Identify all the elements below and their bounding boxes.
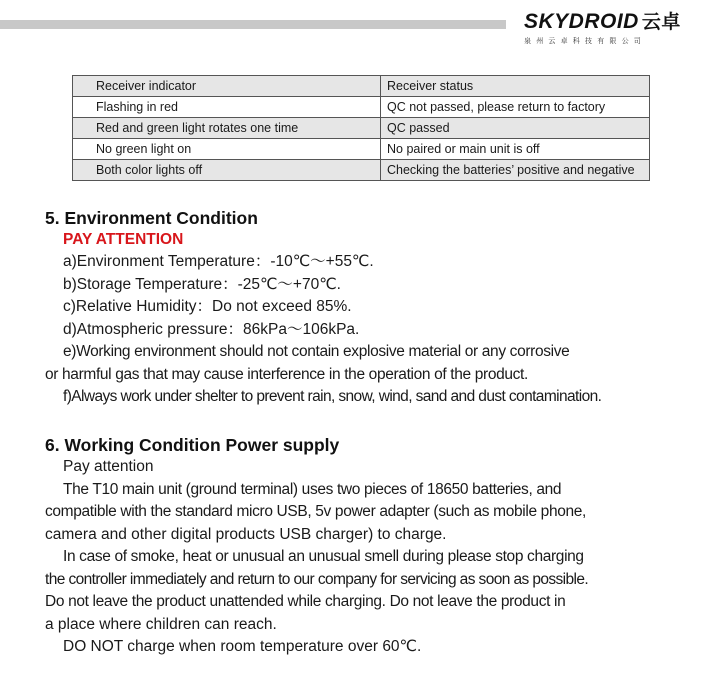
table-cell: No paired or main unit is off [381,139,650,160]
table-cell: QC not passed, please return to factory [381,97,650,118]
condition-item-continued: or harmful gas that may cause interference in the operation of the product. [45,365,528,383]
paragraph-line: In case of smoke, heat or unusual an unusual smell during please stop charging [63,548,584,565]
condition-item: e)Working environment should not contain explosive material or any corrosive [63,343,570,360]
brand-name-cn: 云卓 [641,12,681,33]
table-header-row [73,76,650,97]
table-row [73,139,650,160]
paragraph-line: camera and other digital products USB charger) to charge. [45,525,447,543]
table-cell: No green light on [73,139,381,160]
pay-attention-warning: PAY ATTENTION [63,231,184,248]
section-environment-condition [45,207,695,409]
paragraph-line: compatible with the standard micro USB, 5v power adapter (such as mobile phone, [45,503,586,520]
condition-item: f)Always work under shelter to prevent rain, snow, wind, sand and dust contamination. [63,388,602,405]
condition-item: a)Environment Temperature：-10℃～+55℃. [63,253,374,270]
receiver-status-table [72,75,650,181]
paragraph-line: The T10 main unit (ground terminal) uses two pieces of 18650 batteries, and [63,480,562,498]
paragraph-line: a place where children can reach. [45,615,277,633]
table-cell: Both color lights off [73,160,381,181]
table-row [73,118,650,139]
brand-company-name: 泉州云卓科技有限公司 [524,37,646,45]
table-header-cell: Receiver indicator [73,76,381,97]
condition-item: c)Relative Humidity：Do not exceed 85%. [63,298,352,315]
header-bar [0,20,506,29]
section-title: 6. Working Condition Power supply [45,435,340,455]
table-cell: Flashing in red [73,97,381,118]
table-row [73,160,650,181]
section-title: 5. Environment Condition [45,208,258,228]
table-cell: Checking the batteries’ positive and negative [381,160,650,181]
table-header-cell: Receiver status [381,76,650,97]
brand-name: SKYDROID [524,10,639,33]
brand-name-line [524,10,684,35]
condition-item: d)Atmospheric pressure：86kPa～106kPa. [63,320,360,338]
paragraph-line: Do not leave the product unattended while charging. Do not leave the product in [45,593,566,610]
attention-label: Pay attention [63,458,154,475]
paragraph-line: DO NOT charge when room temperature over 60℃. [63,638,422,655]
paragraph-line: the controller immediately and return to our company for servicing as soon as possible. [45,570,589,588]
table-cell: Red and green light rotates one time [73,118,381,139]
table-row [73,97,650,118]
condition-item: b)Storage Temperature：-25℃～+70℃. [63,275,341,293]
brand-logo [524,10,684,46]
table-cell: QC passed [381,118,650,139]
section-power-supply [45,434,695,659]
